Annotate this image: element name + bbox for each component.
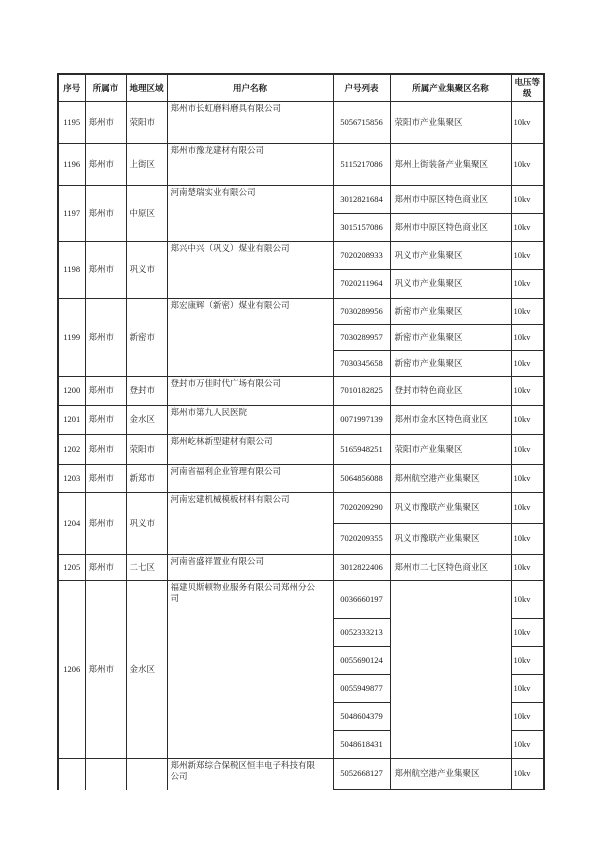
seq-cell: 1199 [58, 299, 85, 377]
column-header-1: 所属市 [85, 74, 126, 102]
cluster-cell [390, 581, 511, 759]
region-cell: 上街区 [126, 144, 167, 186]
account-cell: 0055690124 [333, 647, 390, 675]
voltage-cell: 10kv [511, 102, 544, 144]
user-name-text: 郑州市长虹磨料磨具有限公司 [170, 103, 282, 113]
account-cell: 5165948251 [333, 435, 390, 465]
table-row [58, 465, 544, 493]
voltage-cell: 10kv [511, 270, 544, 299]
region-cell: 荥阳市 [126, 435, 167, 465]
user-account-table [57, 73, 545, 790]
city-cell: 郑州市 [85, 144, 126, 186]
cluster-cell: 荥阳市产业集聚区 [390, 435, 511, 465]
user-name-cell [167, 144, 333, 186]
user-name-text: 河南宏建机械模板材料有限公司 [170, 494, 290, 504]
user-name-cell [167, 242, 333, 299]
user-name-text: 郑州屹林新型建材有限公司 [170, 436, 273, 446]
user-name-cell [167, 102, 333, 144]
region-cell: 二七区 [126, 555, 167, 581]
user-name-cell [167, 186, 333, 242]
user-name-cell [167, 299, 333, 377]
column-header-0: 序号 [58, 74, 85, 102]
city-cell: 郑州市 [85, 435, 126, 465]
account-cell: 0052333213 [333, 619, 390, 647]
region-cell [126, 759, 167, 790]
table-row [58, 581, 544, 619]
city-cell: 郑州市 [85, 186, 126, 242]
city-cell: 郑州市 [85, 299, 126, 377]
account-cell: 7030289957 [333, 325, 390, 351]
cluster-cell: 郑州航空港产业集聚区 [390, 759, 511, 790]
cluster-cell: 新密市产业集聚区 [390, 351, 511, 377]
city-cell [85, 759, 126, 790]
account-cell: 7020208933 [333, 242, 390, 270]
city-cell: 郑州市 [85, 555, 126, 581]
voltage-cell: 10kv [511, 214, 544, 242]
table-row [58, 377, 544, 406]
cluster-cell: 登封市特色商业区 [390, 377, 511, 406]
account-cell: 0036660197 [333, 581, 390, 619]
region-cell: 中原区 [126, 186, 167, 242]
city-cell: 郑州市 [85, 377, 126, 406]
column-header-2: 地理区域 [126, 74, 167, 102]
table-row [58, 299, 544, 325]
city-cell: 郑州市 [85, 406, 126, 435]
account-cell: 7010182825 [333, 377, 390, 406]
cluster-cell: 新密市产业集聚区 [390, 299, 511, 325]
voltage-cell: 10kv [511, 493, 544, 524]
seq-cell: 1200 [58, 377, 85, 406]
user-name-text: 郑州市第九人民医院 [170, 407, 248, 417]
cluster-cell: 巩义市产业集聚区 [390, 270, 511, 299]
account-cell: 5056715856 [333, 102, 390, 144]
cluster-cell: 郑州市中原区特色商业区 [390, 214, 511, 242]
cluster-cell: 荥阳市产业集聚区 [390, 102, 511, 144]
account-cell: 7020211964 [333, 270, 390, 299]
seq-cell: 1196 [58, 144, 85, 186]
seq-cell: 1204 [58, 493, 85, 555]
user-name-text: 郑宏康辉（新密）煤业有限公司 [170, 300, 290, 310]
voltage-cell: 10kv [511, 759, 544, 790]
region-cell: 新密市 [126, 299, 167, 377]
table-row [58, 186, 544, 214]
voltage-cell: 10kv [511, 555, 544, 581]
voltage-cell: 10kv [511, 144, 544, 186]
voltage-cell: 10kv [511, 351, 544, 377]
cluster-cell: 郑州上街装备产业集聚区 [390, 144, 511, 186]
city-cell: 郑州市 [85, 102, 126, 144]
voltage-cell: 10kv [511, 524, 544, 555]
user-name-cell [167, 435, 333, 465]
cluster-cell: 郑州市金水区特色商业区 [390, 406, 511, 435]
seq-cell: 1197 [58, 186, 85, 242]
seq-cell: 1206 [58, 581, 85, 759]
table-row [58, 555, 544, 581]
account-cell: 5048604379 [333, 703, 390, 731]
region-cell: 巩义市 [126, 242, 167, 299]
city-cell: 郑州市 [85, 242, 126, 299]
cluster-cell: 郑州市中原区特色商业区 [390, 186, 511, 214]
region-cell: 金水区 [126, 581, 167, 759]
column-header-4: 户号列表 [333, 74, 390, 102]
account-cell: 0055949877 [333, 675, 390, 703]
seq-cell [58, 759, 85, 790]
account-cell: 7020209355 [333, 524, 390, 555]
account-cell: 3012821684 [333, 186, 390, 214]
region-cell: 荥阳市 [126, 102, 167, 144]
table-row [58, 759, 544, 790]
account-cell: 7020209290 [333, 493, 390, 524]
city-cell: 郑州市 [85, 465, 126, 493]
region-cell: 金水区 [126, 406, 167, 435]
user-name-text: 河南省盛祥置业有限公司 [170, 556, 265, 566]
voltage-cell: 10kv [511, 242, 544, 270]
seq-cell: 1195 [58, 102, 85, 144]
seq-cell: 1198 [58, 242, 85, 299]
account-cell: 5115217086 [333, 144, 390, 186]
voltage-cell: 10kv [511, 435, 544, 465]
cluster-cell: 巩义市豫联产业集聚区 [390, 524, 511, 555]
voltage-cell: 10kv [511, 465, 544, 493]
voltage-cell: 10kv [511, 731, 544, 759]
user-name-text: 福建贝斯顿物业服务有限公司郑州分公司 [170, 582, 316, 604]
user-name-cell [167, 406, 333, 435]
user-name-text: 郑兴中兴（巩义）煤业有限公司 [170, 243, 290, 253]
city-cell: 郑州市 [85, 493, 126, 555]
account-cell: 7030289956 [333, 299, 390, 325]
table-row [58, 144, 544, 186]
user-name-cell [167, 581, 333, 759]
voltage-cell: 10kv [511, 703, 544, 731]
seq-cell: 1201 [58, 406, 85, 435]
user-name-text: 登封市万佳时代广场有限公司 [170, 378, 282, 388]
user-name-text: 郑州新郑综合保税区恒丰电子科技有限公司 [170, 760, 316, 782]
voltage-cell: 10kv [511, 377, 544, 406]
voltage-cell: 10kv [511, 675, 544, 703]
voltage-cell: 10kv [511, 325, 544, 351]
account-cell: 5064856088 [333, 465, 390, 493]
voltage-cell: 10kv [511, 406, 544, 435]
user-name-cell [167, 555, 333, 581]
user-name-text: 河南省福利企业管理有限公司 [170, 466, 282, 476]
account-cell: 7030345658 [333, 351, 390, 377]
voltage-cell: 10kv [511, 186, 544, 214]
user-name-text: 郑州市豫龙建材有限公司 [170, 145, 265, 155]
column-header-3: 用户名称 [167, 74, 333, 102]
region-cell: 巩义市 [126, 493, 167, 555]
user-name-cell [167, 759, 333, 790]
table-row [58, 493, 544, 524]
voltage-cell: 10kv [511, 299, 544, 325]
user-name-text: 河南楚瑞实业有限公司 [170, 187, 256, 197]
user-name-cell [167, 493, 333, 555]
cluster-cell: 郑州航空港产业集聚区 [390, 465, 511, 493]
user-name-cell [167, 465, 333, 493]
region-cell: 登封市 [126, 377, 167, 406]
account-cell: 3015157086 [333, 214, 390, 242]
account-cell: 5052668127 [333, 759, 390, 790]
voltage-cell: 10kv [511, 581, 544, 619]
cluster-cell: 新密市产业集聚区 [390, 325, 511, 351]
account-cell: 3012822406 [333, 555, 390, 581]
account-cell: 5048618431 [333, 731, 390, 759]
seq-cell: 1202 [58, 435, 85, 465]
seq-cell: 1203 [58, 465, 85, 493]
table-row [58, 102, 544, 144]
table-row [58, 242, 544, 270]
user-name-cell [167, 377, 333, 406]
table-row [58, 406, 544, 435]
column-header-6: 电压等级 [511, 74, 544, 102]
seq-cell: 1205 [58, 555, 85, 581]
voltage-cell: 10kv [511, 647, 544, 675]
cluster-cell: 郑州市二七区特色商业区 [390, 555, 511, 581]
region-cell: 新郑市 [126, 465, 167, 493]
account-cell: 0071997139 [333, 406, 390, 435]
table-header-row [58, 74, 544, 102]
city-cell: 郑州市 [85, 581, 126, 759]
column-header-5: 所属产业集聚区名称 [390, 74, 511, 102]
cluster-cell: 巩义市豫联产业集聚区 [390, 493, 511, 524]
cluster-cell: 巩义市产业集聚区 [390, 242, 511, 270]
voltage-cell: 10kv [511, 619, 544, 647]
table-row [58, 435, 544, 465]
